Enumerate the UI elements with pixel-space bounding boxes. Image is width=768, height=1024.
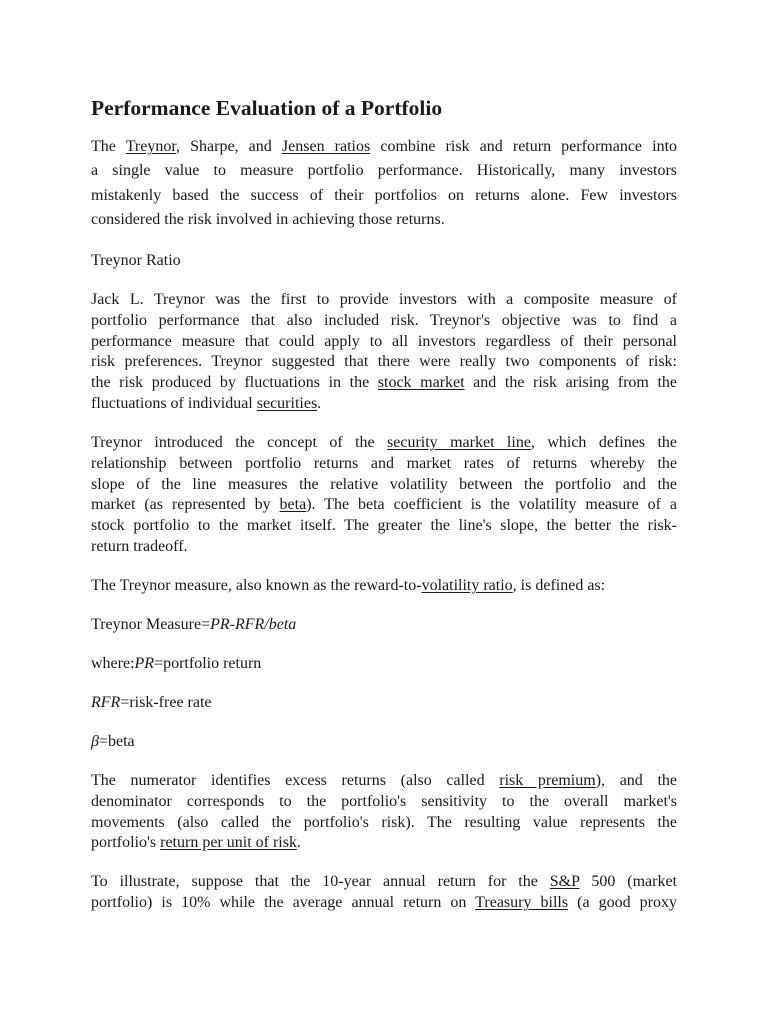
- link-treasury-bills[interactable]: Treasury bills: [475, 893, 569, 911]
- para2-line-6: return tradeoff.: [91, 537, 188, 555]
- para1-line-6: fluctuations of individual securities.: [91, 394, 322, 412]
- para1-line-2: portfolio performance that also included risk. Treynor's objective was to find a: [91, 311, 677, 329]
- link-beta[interactable]: beta: [279, 496, 307, 514]
- treynor-paragraph: [91, 290, 677, 415]
- link-return-per-unit-of-risk[interactable]: return per unit of risk: [160, 834, 297, 852]
- formula-expression: PR-RFR/beta: [210, 616, 297, 633]
- treynor-formula: Treynor Measure=PR-RFR/beta: [91, 616, 297, 633]
- link-sp[interactable]: S&P: [549, 873, 580, 890]
- page-title: Performance Evaluation of a Portfolio: [91, 96, 443, 120]
- definition-beta: β=beta: [91, 733, 135, 750]
- intro-line-3: mistakenly based the success of their portfolios on returns alone. Few investors: [91, 186, 677, 204]
- intro-paragraph: [91, 135, 677, 232]
- para1-line-5: the risk produced by fluctuations in the stock market and the risk arising from the: [91, 374, 677, 392]
- illustration-paragraph: [91, 872, 677, 914]
- link-security-market-line[interactable]: security market line: [387, 434, 531, 451]
- para2-line-2: relationship between portfolio returns and market rates of returns whereby the: [91, 454, 677, 472]
- link-volatility-ratio[interactable]: volatility ratio: [421, 577, 513, 594]
- definition-rfr: RFR=risk-free rate: [91, 694, 212, 711]
- para2-line-1: Treynor introduced the concept of the security market line, which defines the: [91, 434, 678, 451]
- para1-line-4: risk preferences. Treynor suggested that there were really two components of risk:: [91, 353, 677, 371]
- para5-line-2: portfolio) is 10% while the average annual return on Treasury bills (a good proxy: [91, 893, 678, 911]
- link-risk-premium[interactable]: risk premium: [499, 772, 596, 789]
- para4-line-1: The numerator identifies excess returns (also called risk premium), and the: [91, 772, 677, 789]
- link-stock-market[interactable]: stock market: [377, 374, 465, 392]
- para2-line-3: slope of the line measures the relative volatility between the portfolio and the: [91, 475, 677, 493]
- definition-pr: where:PR=portfolio return: [91, 655, 262, 672]
- section-subheading: Treynor Ratio: [91, 252, 181, 269]
- para4-line-2: denominator corresponds to the portfolio's sensitivity to the overall market's: [91, 792, 677, 810]
- link-treynor[interactable]: Treynor: [125, 138, 177, 155]
- para1-line-1: Jack L. Treynor was the first to provide investors with a composite measure of: [91, 291, 677, 308]
- numerator-paragraph: [91, 771, 677, 854]
- para5-line-1: To illustrate, suppose that the 10-year annual return for the S&P 500 (market: [91, 873, 677, 890]
- intro-line-2: a single value to measure portfolio performance. Historically, many investors: [91, 162, 677, 180]
- link-securities[interactable]: securities: [256, 394, 318, 412]
- intro-line-4: considered the risk involved in achieving those returns.: [91, 210, 445, 228]
- intro-line-1: The Treynor, Sharpe, and Jensen ratios combine risk and return performance into: [91, 138, 678, 155]
- reward-to-volatility-paragraph: The Treynor measure, also known as the reward-to-volatility ratio, is defined as:: [91, 577, 606, 594]
- para4-line-4: portfolio's return per unit of risk.: [91, 834, 301, 852]
- para1-line-3: performance measure that could apply to all investors regardless of their personal: [91, 332, 677, 350]
- para4-line-3: movements (also called the portfolio's risk). The resulting value represents the: [91, 813, 677, 831]
- security-market-line-paragraph: [91, 433, 677, 558]
- para2-line-5: stock portfolio to the market itself. The greater the line's slope, the better the risk-: [91, 517, 677, 535]
- link-jensen-ratios[interactable]: Jensen ratios: [281, 138, 371, 155]
- para2-line-4: market (as represented by beta). The beta coefficient is the volatility measure of a: [91, 496, 677, 514]
